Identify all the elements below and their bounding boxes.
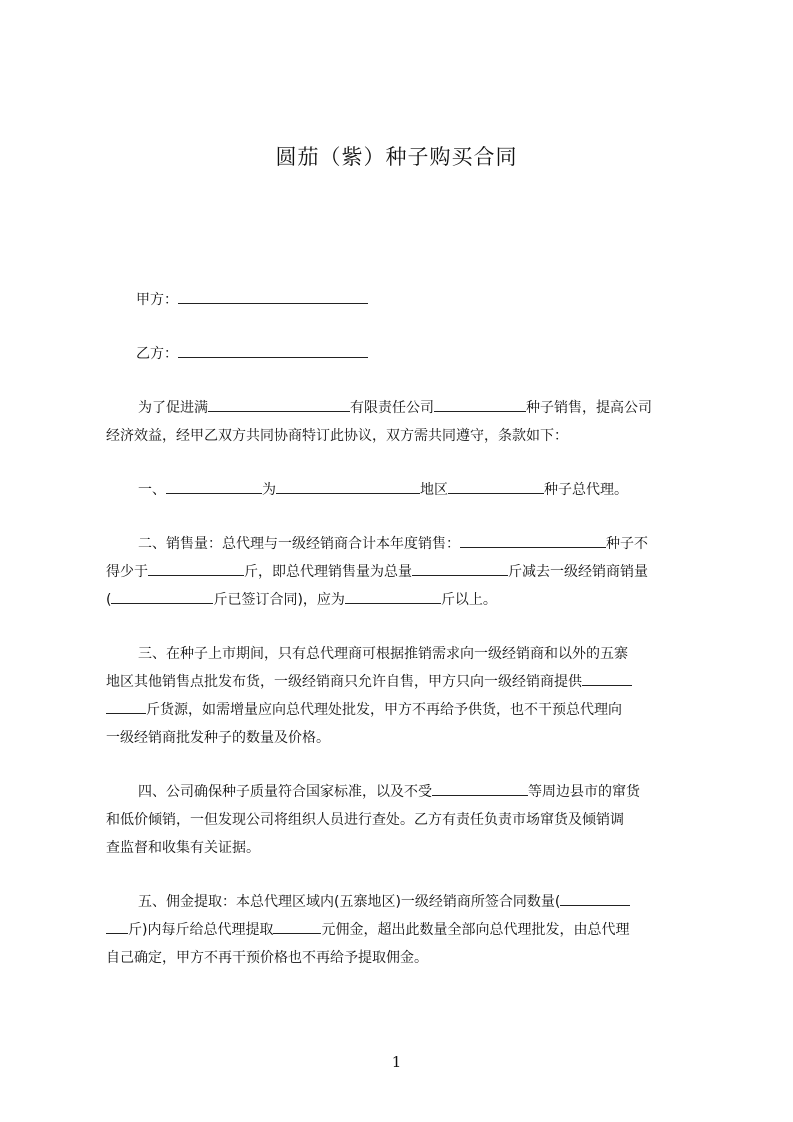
clause-text: 为 <box>262 482 276 498</box>
clause-2-line-2 <box>106 558 700 586</box>
party-a-label: 甲方： <box>136 292 178 308</box>
clause-text: 等周边县市的窜货 <box>528 784 640 800</box>
min-quantity-blank[interactable] <box>148 561 244 576</box>
clause-text: 四、公司确保种子质量符合国家标准，以及不受 <box>138 784 432 800</box>
intro-text: 种子销售，提高公司 <box>526 400 652 416</box>
clause-3-line-1: 三、在种子上市期间，只有总代理商可根据推销需求向一级经销商和以外的五寨 <box>138 646 628 662</box>
commission-blank[interactable] <box>273 919 321 934</box>
clause-text: 斤)内每斤给总代理提取 <box>128 922 274 938</box>
clause-text: 斤已签订合同)，应为 <box>213 592 345 608</box>
supply-quantity-blank[interactable] <box>582 671 632 686</box>
party-a-line <box>136 286 730 314</box>
clause-4-line-3: 查监督和收集有关证据。 <box>106 840 260 856</box>
contract-quantity-blank-cont[interactable] <box>106 919 128 934</box>
clause-5-line-2 <box>106 916 700 944</box>
clause-text: 斤，即总代理销售量为总量 <box>244 564 412 580</box>
page-number: 1 <box>391 1053 402 1071</box>
region-blank[interactable] <box>276 479 420 494</box>
clause-5-line-1 <box>138 888 732 916</box>
party-b-blank[interactable] <box>178 343 368 358</box>
clause-text: 斤以上。 <box>440 592 497 608</box>
seed-type-blank[interactable] <box>448 479 544 494</box>
clause-text: ( <box>106 592 112 608</box>
clause-text: 元佣金，超出此数量全部向总代理批发，由总代理 <box>321 922 630 938</box>
neighbor-region-blank[interactable] <box>432 781 528 796</box>
clause-4-line-2: 和低价倾销，一但发现公司将组织人员进行查处。乙方有责任负责市场窜货及倾销调 <box>106 812 624 828</box>
agent-blank[interactable] <box>166 479 262 494</box>
clause-text: 种子不 <box>606 536 648 552</box>
clause-3-line-4: 一级经销商批发种子的数量及价格。 <box>106 730 330 746</box>
total-quantity-blank[interactable] <box>412 561 508 576</box>
clause-text: 种子总代理。 <box>544 482 628 498</box>
clause-text: 二、销售量：总代理与一级经销商合计本年度销售： <box>138 536 460 552</box>
clause-3-line-2 <box>106 668 700 696</box>
seed-variety-blank[interactable] <box>434 397 526 412</box>
annual-sales-blank[interactable] <box>460 533 606 548</box>
clause-5-line-3: 自己确定，甲方不再干预价格也不再给予提取佣金。 <box>106 950 428 966</box>
contract-quantity-blank[interactable] <box>560 891 630 906</box>
clause-2-line-3 <box>106 586 700 614</box>
intro-line-2: 经济效益，经甲乙双方共同协商特订此协议，双方需共同遵守，条款如下： <box>106 428 568 444</box>
clause-text: 五、佣金提取：本总代理区域内(五寨地区)一级经销商所签合同数量( <box>138 894 561 910</box>
clause-text: 斤货源，如需增量应向总代理处批发，甲方不再给予供货，也不干预总代理向 <box>146 702 622 718</box>
intro-text: 有限责任公司 <box>350 400 434 416</box>
agent-quantity-blank[interactable] <box>345 589 441 604</box>
party-b-line <box>136 340 730 368</box>
supply-quantity-blank-cont[interactable] <box>106 699 146 714</box>
intro-text: 为了促进满 <box>138 400 208 416</box>
clause-text: 地区 <box>420 482 448 498</box>
document-title: 圆茄（紫）种子购买合同 <box>275 145 518 169</box>
clause-2-line-1 <box>138 530 732 558</box>
party-a-blank[interactable] <box>178 289 368 304</box>
clause-text: 一、 <box>138 482 166 498</box>
intro-line-1 <box>138 394 732 422</box>
clause-4-line-1 <box>138 778 732 806</box>
clause-text: 得少于 <box>106 564 148 580</box>
clause-3-line-3 <box>106 696 700 724</box>
clause-text: 斤减去一级经销商销量 <box>508 564 648 580</box>
clause-text: 地区其他销售点批发布货，一级经销商只允许自售，甲方只向一级经销商提供 <box>106 674 582 690</box>
clause-1 <box>138 476 732 504</box>
party-b-label: 乙方： <box>136 346 178 362</box>
contracted-quantity-blank[interactable] <box>111 589 213 604</box>
company-name-blank[interactable] <box>208 397 350 412</box>
